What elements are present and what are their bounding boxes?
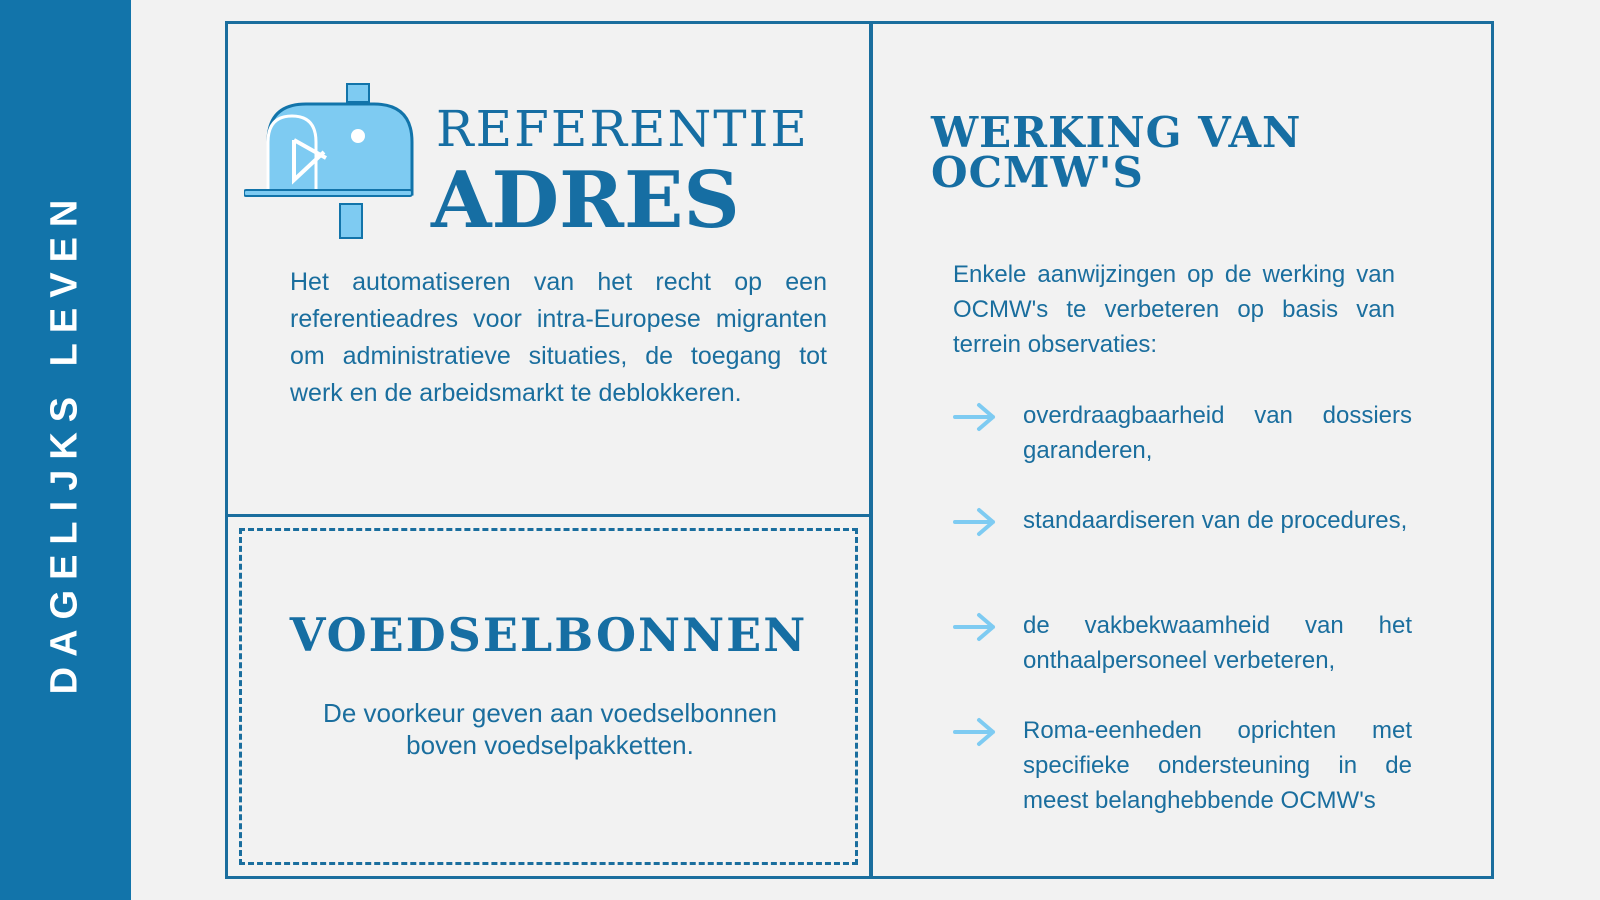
arrow-right-icon: [953, 717, 997, 747]
arrow-right-icon: [953, 507, 997, 537]
referentie-description: Het automatiseren van het recht op een referentieadres voor intra-Europese migranten om administratieve situaties, de toegang tot werk en de arbeidsmarkt te deblokkeren.: [290, 268, 827, 407]
ocmw-title: WERKING VAN OCMW'S: [931, 108, 1302, 197]
bullet-text: de vakbekwaamheid van het onthaalpersoneel verbeteren,: [1023, 612, 1412, 674]
ocmw-intro: Enkele aanwijzingen op de werking van OCMW's te verbeteren op basis van terrein observaties:: [953, 261, 1395, 358]
voedsel-description: De voorkeur geven aan voedselbonnen boven voedselpakketten.: [323, 698, 777, 760]
list-item: [953, 503, 1413, 608]
list-item: [953, 398, 1413, 503]
bullet-text: Roma-eenheden oprichten met specifieke ondersteuning in de meest belanghebbende OCMW's: [1023, 717, 1412, 814]
list-item: [953, 713, 1413, 818]
ocmw-bullet-list: [953, 398, 1413, 818]
referentie-title-line2: ADRES: [431, 155, 740, 246]
bullet-text: standaardiseren van de procedures,: [1023, 507, 1408, 534]
voedsel-title: VOEDSELBONNEN: [289, 608, 808, 662]
sidebar-title: DAGELIJKS LEVEN: [43, 189, 86, 695]
bullet-text: overdraagbaarheid van dossiers garanderen,: [1023, 402, 1412, 464]
arrow-right-icon: [953, 402, 997, 432]
arrow-right-icon: [953, 612, 997, 642]
list-item: [953, 608, 1413, 713]
referentie-title-line1: REFERENTIE: [436, 100, 809, 158]
mailbox-icon: [244, 82, 416, 240]
sidebar: [0, 0, 131, 900]
